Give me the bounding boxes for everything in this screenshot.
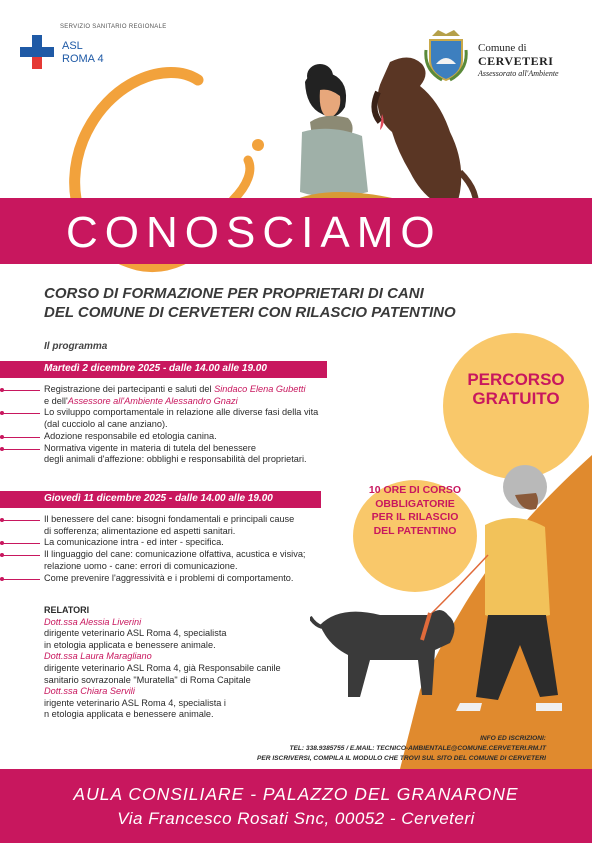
list-item: Il benessere del cane: bisogni fondamentali e principali cause di sofferenza; alimentazione ed aspetti sanitari. [44, 514, 305, 537]
subtitle-line1: CORSO DI FORMAZIONE PER PROPRIETARI DI CANI [44, 285, 424, 302]
info-registration-line: PER ISCRIVERSI, COMPILA IL MODULO CHE TROVI SUL SITO DEL COMUNE DI CERVETERI [256, 755, 546, 762]
asl-service-label: SERVIZIO SANITARIO REGIONALE [60, 24, 167, 30]
list-item: Il linguaggio del cane: comunicazione olfattiva, acustica e visiva; relazione uomo - cane: errori di comunicazione. [44, 549, 305, 572]
page-title: CONOSCIAMO [66, 208, 442, 257]
comune-line1: Comune di [478, 42, 527, 54]
badge2-line1: 10 ORE DI CORSO [368, 484, 462, 496]
asl-name-line1: ASL [62, 40, 83, 52]
list-item: La comunicazione intra - ed inter - specifica. [44, 537, 305, 549]
speakers-heading: RELATORI [44, 605, 90, 615]
woman-walking-dog-illustration [310, 465, 570, 725]
day2-date-pill: Giovedì 11 dicembre 2025 - dalle 14.00 alle 19.00 [0, 491, 321, 508]
day1-date-pill: Martedì 2 dicembre 2025 - dalle 14.00 alle 19.00 [0, 361, 327, 378]
info-contacts [257, 734, 546, 764]
comune-line3: Assessorato all'Ambiente [478, 69, 559, 78]
free-course-badge [443, 333, 589, 479]
day2-items [44, 514, 305, 584]
list-item: Normativa vigente in materia di tutela del benessere degli animali d'affezione: obblighi e responsabilità del proprietari. [44, 443, 318, 466]
badge1-line2: GRATUITO [472, 389, 560, 408]
badge2-line4: DEL PATENTINO [373, 524, 457, 537]
course-subtitle [44, 284, 456, 322]
programma-label: Il programma [44, 341, 108, 352]
day1-items [44, 384, 318, 466]
venue-address: Via Francesco Rosati Snc, 00052 - Cerveteri [117, 809, 475, 828]
speaker-name: Dott.ssa Laura Maragliano [44, 651, 152, 662]
asl-name-line2: ROMA 4 [62, 53, 104, 65]
badge2-line3: PER IL RILASCIO [371, 511, 459, 523]
info-heading: INFO ED ISCRIZIONI: [480, 735, 546, 742]
speaker-name: Dott.ssa Alessia Liverini [44, 616, 142, 627]
list-item: Come prevenire l'aggressività e i problemi di comportamento. [44, 573, 305, 585]
free-course-text [443, 370, 589, 408]
info-contact-line: TEL: 338.9385755 / E.MAIL: TECNICO-AMBIENTALE@COMUNE.CERVETERI.RM.IT [289, 745, 546, 752]
speakers-section: RELATORI Dott.ssa Alessia Liverini dirigente veterinario ASL Roma 4, specialista in etologia applicata e benessere animale. Dott.ssa Laura Maragliano dirigente veterinario ASL Roma 4, già Responsabile canile sanitario sovrazonale "Muratella" di Roma Capitale Dott.ssa Chiara Servili irigente veterinario ASL Roma 4, specialista i n etologia applicata e benessere animale. [44, 605, 281, 720]
list-item: Lo sviluppo comportamentale in relazione alle diverse fasi della vita (dal cucciolo al cane anziano). [44, 407, 318, 430]
venue-footer [0, 769, 592, 843]
badge2-line2: OBBLIGATORIE [375, 497, 455, 510]
list-item: Registrazione dei partecipanti e saluti del Sindaco Elena Gubetti e dell'Assessore all'Ambiente Alessandro Gnazi [44, 384, 318, 407]
list-item: Adozione responsabile ed etologia canina. [44, 431, 318, 443]
venue-name: AULA CONSILIARE - PALAZZO DEL GRANARONE [73, 784, 519, 804]
comune-line2: CERVETERI [478, 54, 554, 68]
speaker-name: Dott.ssa Chiara Servili [44, 686, 135, 697]
badge1-line1: PERCORSO [467, 370, 565, 389]
subtitle-line2: DEL COMUNE DI CERVETERI CON RILASCIO PATENTINO [44, 304, 456, 321]
